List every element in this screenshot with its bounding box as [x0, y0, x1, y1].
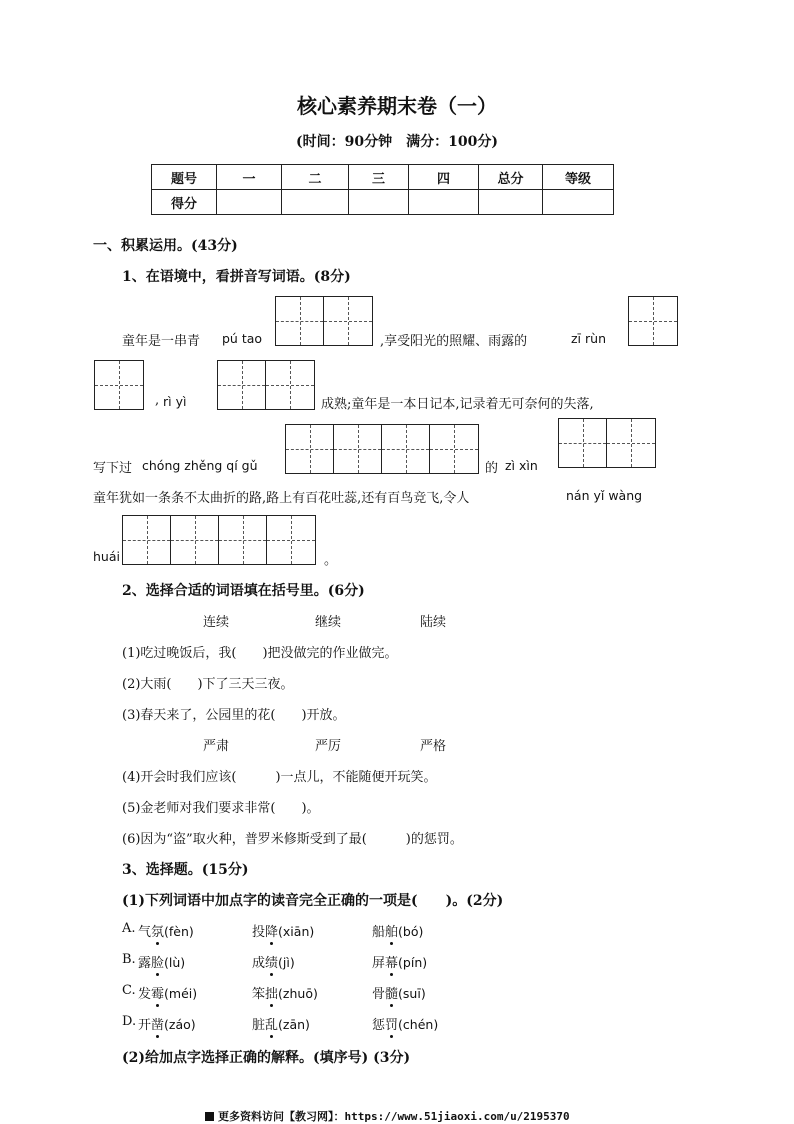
passage-text: 童年是一串青 — [122, 334, 201, 349]
pinyin: (lù) — [164, 955, 186, 970]
score-cell[interactable] — [409, 190, 479, 215]
passage-text: 写下过 — [93, 461, 133, 476]
word-char: 气 — [138, 925, 152, 940]
dotted-char: 霉 — [151, 987, 165, 1002]
score-cell[interactable] — [282, 190, 349, 215]
score-table — [151, 164, 614, 215]
word-char: 成 — [252, 956, 266, 971]
dotted-char: 拙 — [265, 987, 279, 1002]
option-word — [252, 1014, 310, 1033]
fill-item: (5)金老师对我们要求非常( )。 — [122, 801, 320, 816]
fill-item: (3)春天来了，公园里的花( )开放。 — [122, 708, 346, 723]
word-choice: 继续 — [315, 615, 342, 630]
page-title: 核心素养期末卷（一） — [297, 94, 497, 118]
word-char: 惩 — [372, 1018, 386, 1033]
pinyin: nán yǐ wàng — [566, 488, 643, 503]
answer-grid[interactable] — [628, 296, 678, 346]
pinyin: (chén) — [398, 1017, 439, 1032]
word-char: 笨 — [252, 987, 266, 1002]
passage-text: ,享受阳光的照耀、雨露的 — [380, 334, 528, 349]
score-cell[interactable] — [543, 190, 614, 215]
table-header-row — [152, 165, 614, 190]
table-header-cell: 等级 — [543, 165, 614, 190]
flag-icon — [205, 1112, 214, 1121]
table-header-cell: 二 — [282, 165, 349, 190]
pinyin: (suī) — [398, 986, 426, 1001]
word-char: 投 — [252, 925, 266, 940]
passage-text: 童年犹如一条条不太曲折的路,路上有百花吐蕊,还有百鸟竞飞,令人 — [93, 491, 470, 506]
passage-text: , — [155, 393, 160, 408]
fill-item: (2)大雨( )下了三天三夜。 — [122, 677, 294, 692]
word-choice: 严肃 — [203, 739, 230, 754]
passage-text: 的 — [485, 461, 499, 476]
footer-text: 更多资料访问【教习网】：https://www.51jiaoxi.com/u/2195370 — [218, 1110, 570, 1123]
sub-question: (2)给加点字选择正确的解释。(填序号) (3分) — [122, 1050, 411, 1066]
answer-grid[interactable] — [94, 360, 144, 410]
table-header-cell: 一 — [217, 165, 282, 190]
word-char: 脏 — [252, 1018, 266, 1033]
dotted-char: 绩 — [265, 956, 279, 971]
dotted-char: 舶 — [385, 925, 399, 940]
question-heading: 3、选择题。(15分) — [122, 862, 249, 878]
pinyin: (zhuō) — [278, 986, 318, 1001]
pinyin: chóng zhěng qí gǔ — [142, 458, 258, 473]
word-choice: 严厉 — [315, 739, 342, 754]
option-word — [138, 1014, 196, 1033]
word-char: 开 — [138, 1018, 152, 1033]
option-word — [252, 983, 318, 1002]
option-word — [372, 1014, 438, 1033]
option-word — [372, 952, 427, 971]
pinyin: (zān) — [278, 1017, 310, 1032]
fill-item: (1)吃过晚饭后，我( )把没做完的作业做完。 — [122, 646, 398, 661]
pinyin: (fèn) — [164, 924, 194, 939]
dotted-char: 乱 — [265, 1018, 279, 1033]
fill-item: (4)开会时我们应该( )一点儿，不能随便开玩笑。 — [122, 770, 437, 785]
option-label: D. — [122, 1014, 137, 1029]
pinyin: zì xìn — [505, 458, 538, 473]
sub-question: (1)下列词语中加点字的读音完全正确的一项是( )。(2分) — [122, 893, 504, 909]
answer-grid[interactable] — [217, 360, 315, 410]
dotted-char: 髓 — [385, 987, 399, 1002]
dotted-char: 凿 — [151, 1018, 165, 1033]
dotted-char: 脸 — [151, 956, 165, 971]
pinyin: (pín) — [398, 955, 428, 970]
word-char: 屏 — [372, 956, 386, 971]
fill-item: (6)因为“盗”取火种，普罗米修斯受到了最( )的惩罚。 — [122, 832, 463, 847]
word-char: 骨 — [372, 987, 386, 1002]
option-word — [138, 983, 197, 1002]
question-heading: 2、选择合适的词语填在括号里。(6分) — [122, 583, 365, 599]
option-word — [252, 921, 314, 940]
pinyin: (jì) — [278, 955, 295, 970]
pinyin: (méi) — [164, 986, 198, 1001]
option-word — [138, 921, 194, 940]
pinyin: rì yì — [163, 394, 187, 409]
pinyin: zī rùn — [571, 331, 606, 346]
question-heading: 1、在语境中，看拼音写词语。(8分) — [122, 269, 351, 285]
answer-grid[interactable] — [558, 418, 656, 468]
table-row-label: 得分 — [152, 190, 217, 215]
option-word — [372, 983, 426, 1002]
option-label: B. — [122, 952, 136, 967]
footer — [205, 1108, 570, 1124]
word-choice: 严格 — [420, 739, 447, 754]
score-cell[interactable] — [479, 190, 543, 215]
table-header-cell: 三 — [349, 165, 409, 190]
option-word — [252, 952, 295, 971]
table-header-cell: 题号 — [152, 165, 217, 190]
table-header-cell: 总分 — [479, 165, 543, 190]
word-char: 露 — [138, 956, 152, 971]
pinyin: (xiān) — [278, 924, 315, 939]
dotted-char: 罚 — [385, 1018, 399, 1033]
pinyin: (bó) — [398, 924, 424, 939]
answer-grid[interactable] — [275, 296, 373, 346]
exam-info: (时间：90分钟 满分：100分) — [296, 134, 498, 150]
answer-grid[interactable] — [285, 424, 479, 474]
answer-grid[interactable] — [122, 515, 316, 565]
dotted-char: 降 — [265, 925, 279, 940]
option-label: C. — [122, 983, 136, 998]
word-choice: 连续 — [203, 615, 230, 630]
word-char: 发 — [138, 987, 152, 1002]
score-cell[interactable] — [349, 190, 409, 215]
option-word — [138, 952, 185, 971]
pinyin: (záo) — [164, 1017, 196, 1032]
table-header-cell: 四 — [409, 165, 479, 190]
dotted-char: 幕 — [385, 956, 399, 971]
option-label: A. — [122, 921, 136, 936]
passage-text: 成熟;童年是一本日记本,记录着无可奈何的失落, — [321, 397, 594, 412]
word-choice: 陆续 — [420, 615, 447, 630]
dotted-char: 氛 — [151, 925, 165, 940]
word-char: 船 — [372, 925, 386, 940]
option-word — [372, 921, 423, 940]
pinyin: huái — [93, 549, 120, 564]
pinyin: pú tao — [222, 331, 263, 346]
table-row — [152, 190, 614, 215]
section-heading: 一、积累运用。(43分) — [93, 238, 238, 254]
score-cell[interactable] — [217, 190, 282, 215]
passage-text: 。 — [324, 553, 338, 568]
